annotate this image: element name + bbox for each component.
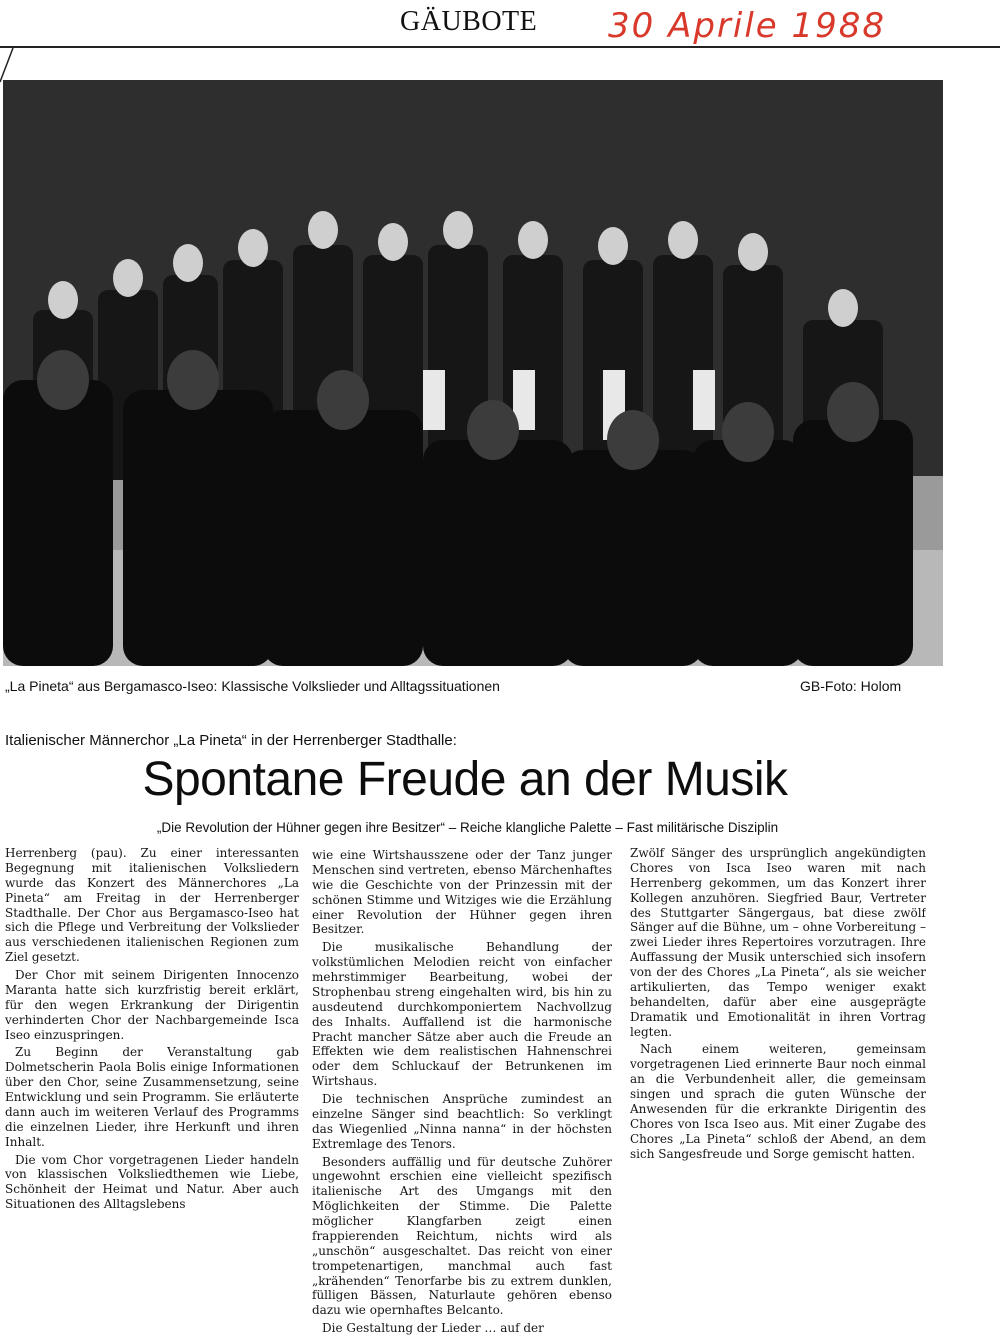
- article-headline: Spontane Freude an der Musik: [142, 753, 788, 806]
- paragraph: Die musikalische Behandlung der volkstümlichen Melodien reicht von einfacher mehrstimmiger Bearbeitung, wobei der Strophenbau streng eingehalten wird, bis hin zu ausdeutend durchkomponiertem Nachvollzug des Inhalts. Auffallend ist die harmonische Pracht mancher Sätze aber auch die Freude an Effekten wie dem realistischen Hahnenschrei oder dem Schluckauf der Betrunkenen im Wirtshaus.: [312, 940, 612, 1089]
- choir-photo-silhouettes: [3, 80, 943, 666]
- paragraph: Besonders auffällig und für deutsche Zuhörer ungewohnt erschien eine vielleicht spezifisch italienische Art des Umgangs mit den Möglichkeiten der Stimme. Die Palette möglicher Klangfarben zeigt einen frappierenden Reichtum, nichts wird als „unschön“ ausgeschaltet. Das reicht von einer trompetenartigen, manchmal auch fast „krähenden“ Tenorfarbe bis zu extrem dunklen, fülligen Bässen, Naturlaute gehören ebenso dazu wie opernhaftes Belcanto.: [312, 1154, 612, 1318]
- article-kicker: Italienischer Männerchor „La Pineta“ in der Herrenberger Stadthalle:: [5, 732, 457, 749]
- clipping-edge-mark: [0, 44, 14, 84]
- paragraph: Der Chor mit seinem Dirigenten Innocenzo Maranta hatte sich kurzfristig bereit erklärt, für den wegen Erkrankung der Dirigentin verhinderten Chor der Nachbargemeinde Isca Iseo einzuspringen.: [5, 968, 299, 1042]
- photo-credit: GB-Foto: Holom: [800, 678, 902, 694]
- masthead: GÄUBOTE: [400, 6, 538, 37]
- paragraph: Die technischen Ansprüche zumindest an einzelne Sänger sind beachtlich: So verklingt das Wiegenlied „Ninna nanna“ in der höchsten Extremlage des Tenors.: [312, 1092, 612, 1151]
- article-column-2: [312, 848, 612, 1337]
- article-column-3: [630, 846, 926, 1226]
- paragraph: Nach einem weiteren, gemeinsam vorgetragenen Lied erinnerte Baur noch einmal an die Verbundenheit aller, die gemeinsam singen und sprach die guten Wünsche der Anwesenden für die erkrankte Dirigentin des Chores von Isca Iseo aus. Mit einer Zugabe des Chores „La Pineta“ schloß der Abend, an dem sich Sangesfreude und Sorge gemischt hatten.: [630, 1042, 926, 1161]
- top-rule: [0, 46, 1000, 48]
- paragraph: Die Gestaltung der Lieder … auf der: [322, 1321, 544, 1336]
- choir-photo: [3, 80, 943, 666]
- paragraph: Zu Beginn der Veranstaltung gab Dolmetscherin Paola Bolis einige Informationen über den Chor, seine Zusammensetzung, seine Entwicklung und sein Programm. Sie erläuterte dann auch im weiteren Verlauf des Programms die einzelnen Lieder, ihre Herkunft und ihren Inhalt.: [5, 1045, 299, 1149]
- article-column-1: [5, 846, 299, 1286]
- paragraph: Herrenberg (pau). Zu einer interessanten Begegnung mit italienischen Volksliedern wurde das Konzert des Männerchores „La Pineta“ am Freitag in der Herrenberger Stadthalle. Der Chor aus Bergamasco-Iseo hat sich die Pflege und Verbreitung der Volkslieder aus verschiedenen italienischen Regionen zum Ziel gesetzt.: [5, 846, 299, 965]
- article-subheadline: „Die Revolution der Hühner gegen ihre Besitzer“ – Reiche klangliche Palette – Fast militärische Disziplin: [156, 820, 779, 835]
- paragraph: wie eine Wirtshausszene oder der Tanz junger Menschen sind vertreten, ebenso Märchenhaftes wie die Geschichte von der Prinzessin mit der schönen Stimme und Witziges wie die Erzählung einer Revolution der Hühner gegen ihren Besitzer.: [312, 848, 612, 937]
- handwritten-date: 30 Aprile 1988: [608, 6, 887, 46]
- paragraph: Zwölf Sänger des ursprünglich angekündigten Chores von Isca Iseo waren mit nach Herrenberg gekommen, um das Konzert ihrer Kollegen anzuhören. Siegfried Baur, Vertreter des Stuttgarter Sängergaus, bat diese zwölf Sänger auf die Bühne, um – ohne Vorbereitung – zwei Lieder ihres Repertoires vorzutragen. Ihre Auffassung der Musik unterschied sich insofern von der des Chores „La Pineta“, als sie weicher artikulierten, das Tempo weniger exakt behandelten, dafür aber eine ausgeprägte Dramatik und Emotionalität in ihren Vortrag legten.: [630, 846, 926, 1039]
- paragraph: Die vom Chor vorgetragenen Lieder handeln von klassischen Volksliedthemen wie Liebe, Schönheit der Heimat und Natur. Aber auch Situationen des Alltagslebens: [5, 1152, 299, 1212]
- photo-caption: „La Pineta“ aus Bergamasco-Iseo: Klassische Volkslieder und Alltagssituationen: [5, 678, 500, 694]
